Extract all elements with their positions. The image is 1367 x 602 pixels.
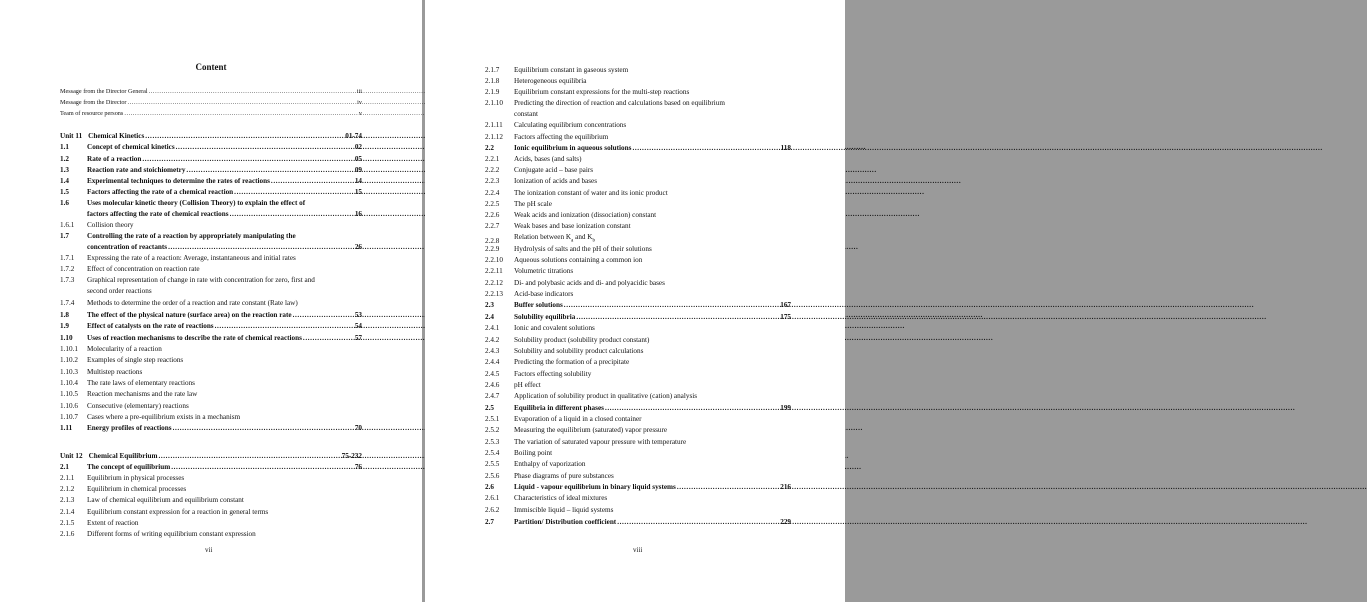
toc-entry-title-continued: constant — [514, 110, 538, 118]
toc-entry-title: Reaction mechanisms and the rate law — [87, 390, 198, 398]
toc-entry[interactable] — [485, 233, 791, 246]
toc-entry-title: Equilibrium constant expressions for the multi-step reactions — [514, 88, 690, 96]
toc-entry-number: 1.11 — [60, 424, 73, 432]
toc-entry-number: 2.2.2 — [485, 166, 500, 174]
toc-entry[interactable] — [60, 132, 362, 140]
toc-entry-title: Cases where a pre-equilibrium exists in a mechanism — [87, 413, 241, 421]
toc-entry-number: 2.6.1 — [485, 494, 500, 502]
toc-entry-title: Controlling the rate of a reaction by appropriately manipulating the — [87, 232, 296, 240]
toc-entry[interactable] — [60, 311, 362, 319]
toc-entry-title: Multistep reactions — [87, 368, 143, 376]
left-page — [0, 0, 422, 602]
toc-entry[interactable] — [60, 254, 362, 262]
toc-entry-title: Message from the Director — [60, 99, 127, 106]
dot-leader — [293, 311, 354, 319]
toc-entry-number: 1.10.4 — [60, 379, 78, 387]
toc-entry-page: 54 — [354, 322, 362, 330]
toc-entry[interactable] — [60, 402, 362, 410]
toc-entry-number: 2.2.12 — [485, 279, 503, 287]
dot-leader — [677, 483, 779, 491]
toc-entry-number: 1.10.1 — [60, 345, 78, 353]
toc-entry-page: 02 — [354, 143, 362, 151]
right-page — [425, 0, 845, 602]
toc-entry-number: 2.6.2 — [485, 506, 500, 514]
toc-entry-title: Ionization of acids and bases — [514, 177, 598, 185]
toc-entry-title: Concept of chemical kinetics — [87, 143, 175, 151]
toc-entry-number: 1.7.4 — [60, 299, 75, 307]
toc-entry-title-continued: factors affecting the rate of chemical reactions — [87, 210, 229, 218]
toc-entry-title: Solubility equilibria — [514, 313, 576, 321]
toc-entry-number: 1.10.6 — [60, 402, 78, 410]
toc-entry[interactable] — [485, 494, 791, 502]
toc-entry-title: Examples of single step reactions — [87, 356, 184, 364]
toc-entry-title: Reaction rate and stoichiometry — [87, 166, 186, 174]
toc-entry-title: Aqueous solutions containing a common ion — [514, 256, 643, 264]
toc-entry[interactable] — [485, 133, 791, 141]
dot-leader — [564, 301, 779, 309]
toc-entry-title: Weak acids and ionization (dissociation) constant — [514, 211, 657, 219]
toc-entry-title: Acids, bases (and salts) — [514, 155, 582, 163]
toc-entry-page: 76 — [354, 463, 362, 471]
toc-entry-number: 2.5.1 — [485, 415, 500, 423]
toc-entry-title: The concept of equilibrium — [87, 463, 171, 471]
dot-leader — [171, 463, 354, 471]
dot-leader — [176, 143, 354, 151]
toc-entry[interactable] — [485, 166, 791, 174]
toc-entry-title: Equilibria in different phases — [514, 404, 604, 412]
toc-entry[interactable] — [485, 370, 791, 378]
toc-entry-title: Equilibrium constant in gaseous system — [514, 66, 629, 74]
toc-entry-number: 2.2.8 — [485, 237, 500, 246]
toc-entry[interactable] — [485, 279, 791, 287]
toc-entry-page: iv — [357, 99, 362, 106]
toc-entry-title: Predicting the formation of a precipitate — [514, 358, 630, 366]
toc-entry-page: 16 — [354, 210, 362, 218]
toc-entry-number: 2.5 — [485, 404, 494, 412]
toc-entry-title: Boiling point — [514, 449, 553, 457]
toc-entry[interactable] — [485, 449, 791, 457]
toc-entry-title: Effect of catalysts on the rate of reactions — [87, 322, 214, 330]
dot-leader — [234, 188, 354, 196]
toc-entry-title: Chemical Equilibrium — [88, 452, 158, 460]
toc-entry-number: 2.5.5 — [485, 460, 500, 468]
toc-entry-number: 1.10.3 — [60, 368, 78, 376]
toc-entry-number: 2.2.1 — [485, 155, 500, 163]
toc-entry-title: Factors effecting solubility — [514, 370, 592, 378]
toc-entry[interactable] — [60, 265, 362, 273]
toc-entry-title: Effect of concentration on reaction rate — [87, 265, 200, 273]
toc-entry-title: Characteristics of ideal mixtures — [514, 494, 608, 502]
page-title: Content — [195, 62, 227, 72]
toc-entry-number: 1.1 — [60, 143, 69, 151]
toc-entry-number: 1.7 — [60, 232, 69, 240]
toc-entry[interactable] — [485, 336, 791, 344]
toc-entry-page: 14 — [354, 177, 362, 185]
toc-entry-continuation[interactable] — [87, 287, 362, 295]
toc-entry-number: 2.3 — [485, 301, 494, 309]
toc-entry-number: Unit 12 — [60, 452, 83, 460]
toc-entry[interactable] — [60, 452, 362, 460]
toc-entry[interactable] — [60, 463, 362, 471]
toc-entry-title: The variation of saturated vapour pressure with temperature — [514, 438, 687, 446]
toc-entry-number: 1.7.1 — [60, 254, 75, 262]
dot-leader — [173, 424, 354, 432]
toc-entry[interactable] — [60, 368, 362, 376]
toc-entry[interactable] — [60, 519, 362, 527]
toc-entry[interactable] — [485, 88, 791, 96]
toc-entry-page: v — [358, 110, 362, 117]
toc-entry-number: 2.1.9 — [485, 88, 500, 96]
dot-leader — [632, 144, 779, 152]
toc-entry-title: Solubility and solubility product calculations — [514, 347, 644, 355]
toc-entry-continuation[interactable] — [87, 243, 362, 251]
toc-entry[interactable] — [485, 506, 791, 514]
toc-entry-page: 167 — [780, 301, 791, 309]
toc-entry-title: The ionization constant of water and its ionic product — [514, 189, 668, 197]
toc-entry[interactable] — [60, 143, 362, 151]
toc-entry-number: 2.1.7 — [485, 66, 500, 74]
toc-entry-number: 1.10.7 — [60, 413, 78, 421]
toc-entry-number: 1.4 — [60, 177, 69, 185]
toc-entry-title: Ionic and covalent solutions — [514, 324, 595, 332]
toc-entry[interactable] — [485, 155, 791, 163]
toc-entry-number: 2.5.4 — [485, 449, 500, 457]
toc-entry[interactable] — [485, 290, 791, 298]
toc-entry[interactable] — [60, 232, 362, 240]
dot-leader — [576, 313, 779, 321]
toc-entry-page: iii — [356, 88, 362, 95]
toc-entry-title: Volumetric titrations — [514, 267, 574, 275]
toc-entry-number: 1.6.1 — [60, 221, 75, 229]
toc-entry-title: Message from the Director General — [60, 88, 148, 95]
toc-entry-title: Molecularity of a reaction — [87, 345, 162, 353]
toc-entry-number: 2.4.4 — [485, 358, 500, 366]
dot-leader — [142, 155, 353, 163]
toc-entry-number: 2.2.10 — [485, 256, 503, 264]
toc-entry-number: 2.2.7 — [485, 222, 500, 230]
toc-entry-number: 2.2.4 — [485, 189, 500, 197]
toc-entry-title: Experimental techniques to determine the rates of reactions — [87, 177, 270, 185]
toc-entry-number: 2.1.4 — [60, 508, 75, 516]
toc-entry-title: Application of solubility product in qualitative (cation) analysis — [514, 392, 698, 400]
toc-entry-page: 75-232 — [341, 452, 362, 460]
toc-entry[interactable] — [60, 88, 362, 96]
toc-entry[interactable] — [485, 144, 791, 152]
toc-entry-title: Predicting the direction of reaction and calculations based on equilibrium — [514, 99, 725, 107]
toc-entry-number: 2.2.3 — [485, 177, 500, 185]
toc-entry-number: 1.5 — [60, 188, 69, 196]
toc-entry-title: Expressing the rate of a reaction: Average, instantaneous and initial rates — [87, 254, 296, 262]
toc-entry[interactable] — [60, 390, 362, 398]
toc-entry-title-continued: concentration of reactants — [87, 243, 168, 251]
toc-entry-title: Rate of a reaction — [87, 155, 142, 163]
toc-entry-page: 229 — [780, 518, 791, 526]
toc-entry-number: 2.1.8 — [485, 77, 500, 85]
toc-entry-number: 1.10.5 — [60, 390, 78, 398]
toc-entry-number: 2.5.6 — [485, 472, 500, 480]
toc-entry-number: 1.8 — [60, 311, 69, 319]
toc-entry[interactable] — [60, 334, 362, 342]
toc-entry-number: 1.7.3 — [60, 276, 75, 284]
toc-entry-number: 2.5.2 — [485, 426, 500, 434]
toc-entry-number: 2.7 — [485, 518, 494, 526]
toc-entry-page: 26 — [354, 243, 362, 251]
toc-entry-number: 2.4.1 — [485, 324, 500, 332]
dot-leader — [230, 210, 354, 218]
toc-entry[interactable] — [485, 313, 791, 321]
toc-entry-title: Calculating equilibrium concentrations — [514, 121, 627, 129]
toc-entry[interactable] — [60, 221, 362, 229]
dot-leader — [186, 166, 353, 174]
toc-entry[interactable] — [485, 121, 791, 129]
toc-entry[interactable] — [485, 483, 791, 491]
toc-entry[interactable] — [485, 358, 791, 366]
toc-entry-title: Weak bases and base ionization constant — [514, 222, 631, 230]
toc-entry[interactable] — [60, 188, 362, 196]
dot-leader — [605, 404, 779, 412]
toc-entry-title: Equilibrium in chemical processes — [87, 485, 187, 493]
toc-entry-title: Chemical Kinetics — [88, 132, 145, 140]
toc-entry[interactable] — [60, 199, 362, 207]
dot-leader — [124, 110, 358, 118]
toc-entry-number: 1.2 — [60, 155, 69, 163]
toc-entry-number: 2.4.3 — [485, 347, 500, 355]
toc-entry[interactable] — [60, 379, 362, 387]
dot-leader — [617, 518, 779, 526]
toc-entry-page: 53 — [354, 311, 362, 319]
toc-entry-title: Buffer solutions — [514, 301, 563, 309]
toc-entry[interactable] — [485, 438, 791, 446]
toc-entry-title: Relation between $K_a$ and $K_b$ — [514, 233, 595, 244]
toc-entry-number: 2.4.2 — [485, 336, 500, 344]
toc-entry-number: 2.2.11 — [485, 267, 503, 275]
toc-entry-title: Methods to determine the order of a reaction and rate constant (Rate law) — [87, 299, 298, 307]
toc-entry[interactable] — [485, 518, 791, 526]
toc-entry[interactable] — [60, 424, 362, 432]
toc-entry-page: 01-74 — [345, 132, 362, 140]
toc-entry[interactable] — [485, 177, 791, 185]
toc-entry-title: Hydrolysis of salts and the pH of their solutions — [514, 245, 652, 253]
toc-entry[interactable] — [485, 460, 791, 468]
toc-entry-page: 09 — [354, 166, 362, 174]
toc-entry-number: 2.1.5 — [60, 519, 75, 527]
toc-entry[interactable] — [485, 404, 791, 412]
toc-entry-title: The rate laws of elementary reactions — [87, 379, 195, 387]
toc-entry[interactable] — [60, 177, 362, 185]
toc-entry[interactable] — [485, 77, 791, 85]
toc-entry[interactable] — [60, 299, 362, 307]
toc-entry-number: 2.1.12 — [485, 133, 503, 141]
toc-entry-number: 2.2.6 — [485, 211, 500, 219]
toc-entry-title: Factors affecting the equilibrium — [514, 133, 609, 141]
toc-entry-title: Enthalpy of vaporization — [514, 460, 586, 468]
toc-entry-number: 2.4.6 — [485, 381, 500, 389]
toc-entry-title: Phase diagrams of pure substances — [514, 472, 614, 480]
toc-entry-page: 70 — [354, 424, 362, 432]
toc-entry-page: 15 — [354, 188, 362, 196]
toc-entry-title: Different forms of writing equilibrium constant expression — [87, 530, 256, 538]
toc-entry-title: Partition/ Distribution coefficient — [514, 518, 617, 526]
toc-entry[interactable] — [60, 110, 362, 118]
toc-entry-number: 2.1.2 — [60, 485, 75, 493]
toc-entry[interactable] — [485, 267, 791, 275]
toc-entry[interactable] — [485, 392, 791, 400]
toc-entry[interactable] — [485, 222, 791, 230]
toc-entry-number: 2.4.7 — [485, 392, 500, 400]
toc-entry[interactable] — [60, 322, 362, 330]
dot-leader — [149, 88, 356, 96]
toc-entry-title: Solubility product (solubility product constant) — [514, 336, 650, 344]
toc-entry[interactable] — [60, 485, 362, 493]
toc-entry-number: Unit 11 — [60, 132, 83, 140]
page-number: vii — [205, 546, 213, 554]
toc-entry-title: Extent of reaction — [87, 519, 139, 527]
toc-entry[interactable] — [485, 347, 791, 355]
dot-leader — [145, 132, 344, 140]
toc-entry-title-continued: second order reactions — [87, 287, 152, 295]
toc-entry[interactable] — [60, 530, 362, 538]
toc-entry-title: Conjugate acid – base pairs — [514, 166, 594, 174]
toc-entry-number: 2.1.11 — [485, 121, 503, 129]
toc-entry[interactable] — [60, 276, 362, 284]
toc-entry[interactable] — [60, 155, 362, 163]
toc-entry-title: Acid-base indicators — [514, 290, 574, 298]
toc-entry-title: Equilibrium constant expression for a reaction in general terms — [87, 508, 269, 516]
toc-entry-title: The effect of the physical nature (surface area) on the reaction rate — [87, 311, 292, 319]
toc-entry-title: Law of chemical equilibrium and equilibrium constant — [87, 496, 244, 504]
toc-entry-title: Immiscible liquid – liquid systems — [514, 506, 614, 514]
toc-entry-title: Measuring the equilibrium (saturated) vapor pressure — [514, 426, 668, 434]
toc-entry[interactable] — [60, 356, 362, 364]
dot-leader — [215, 322, 354, 330]
toc-entry-number: 2.4.5 — [485, 370, 500, 378]
toc-entry[interactable] — [60, 508, 362, 516]
toc-entry-number: 1.10 — [60, 334, 73, 342]
dot-leader — [271, 177, 354, 185]
dot-leader — [168, 243, 354, 251]
toc-entry[interactable] — [485, 426, 791, 434]
toc-entry[interactable] — [60, 413, 362, 421]
toc-entry[interactable] — [485, 301, 791, 309]
toc-entry[interactable] — [485, 211, 791, 219]
toc-entry-number: 2.1.10 — [485, 99, 503, 107]
toc-entry[interactable] — [485, 324, 791, 332]
toc-entry-title: Graphical representation of change in rate with concentration for zero, first and — [87, 276, 315, 284]
toc-entry-number: 1.9 — [60, 322, 69, 330]
toc-entry-number: 1.3 — [60, 166, 69, 174]
dot-leader — [158, 452, 340, 460]
toc-entry-page: 216 — [780, 483, 791, 491]
toc-entry-title: Liquid - vapour equilibrium in binary liquid systems — [514, 483, 676, 491]
toc-entry-number: 1.7.2 — [60, 265, 75, 273]
toc-entry-number: 2.1 — [60, 463, 69, 471]
toc-entry-number: 2.2.13 — [485, 290, 503, 298]
toc-entry-title: Collision theory — [87, 221, 134, 229]
toc-entry-title: Uses of reaction mechanisms to describe the rate of chemical reactions — [87, 334, 302, 342]
toc-entry-number: 2.1.3 — [60, 496, 75, 504]
toc-entry-title: Di- and polybasic acids and di- and polyacidic bases — [514, 279, 665, 287]
toc-entry-number: 2.5.3 — [485, 438, 500, 446]
toc-entry[interactable] — [485, 99, 791, 107]
toc-entry-number: 2.2 — [485, 144, 494, 152]
toc-entry[interactable] — [485, 472, 791, 480]
toc-entry[interactable] — [485, 245, 791, 253]
toc-entry-number: 1.6 — [60, 199, 69, 207]
toc-entry-title: Factors affecting the rate of a chemical reaction — [87, 188, 234, 196]
page-number: viii — [633, 546, 643, 554]
dot-leader — [303, 334, 354, 342]
toc-entry-page: 57 — [354, 334, 362, 342]
toc-entry-title: Team of resource persons — [60, 110, 124, 117]
toc-entry[interactable] — [60, 496, 362, 504]
toc-right — [425, 0, 845, 602]
toc-entry-title: Consecutive (elementary) reactions — [87, 402, 189, 410]
toc-entry[interactable] — [60, 99, 362, 107]
toc-entry-title: Uses molecular kinetic theory (Collision Theory) to explain the effect of — [87, 199, 306, 207]
toc-entry[interactable] — [485, 381, 791, 389]
toc-entry-number: 2.2.5 — [485, 200, 500, 208]
toc-entry-number: 1.10.2 — [60, 356, 78, 364]
toc-entry-title: Heterogeneous equilibria — [514, 77, 587, 85]
toc-entry-page: 05 — [354, 155, 362, 163]
toc-entry-title: pH effect — [514, 381, 541, 389]
toc-entry[interactable] — [485, 66, 791, 74]
dot-leader — [128, 99, 357, 107]
toc-entry-title: Ionic equilibrium in aqueous solutions — [514, 144, 632, 152]
toc-entry[interactable] — [485, 189, 791, 197]
toc-entry-page: 199 — [780, 404, 791, 412]
toc-entry-title: Evaporation of a liquid in a closed container — [514, 415, 642, 423]
toc-entry-number: 2.1.6 — [60, 530, 75, 538]
toc-entry[interactable] — [485, 256, 791, 264]
toc-entry-title: Energy profiles of reactions — [87, 424, 172, 432]
toc-entry[interactable] — [60, 166, 362, 174]
toc-entry-continuation[interactable] — [514, 110, 791, 118]
toc-left — [0, 0, 422, 602]
toc-entry-number: 2.4 — [485, 313, 494, 321]
toc-entry-number: 2.6 — [485, 483, 494, 491]
toc-entry-number: 2.1.1 — [60, 474, 75, 482]
toc-entry-title: The pH scale — [514, 200, 552, 208]
toc-entry[interactable] — [60, 474, 362, 482]
toc-entry-continuation[interactable] — [87, 210, 362, 218]
toc-entry-page: 175 — [780, 313, 791, 321]
toc-entry[interactable] — [60, 345, 362, 353]
toc-entry-number: 2.2.9 — [485, 245, 500, 253]
toc-entry-page: 118 — [780, 144, 791, 152]
toc-entry-title: Equilibrium in physical processes — [87, 474, 185, 482]
toc-entry[interactable] — [485, 415, 791, 423]
toc-entry[interactable] — [485, 200, 791, 208]
